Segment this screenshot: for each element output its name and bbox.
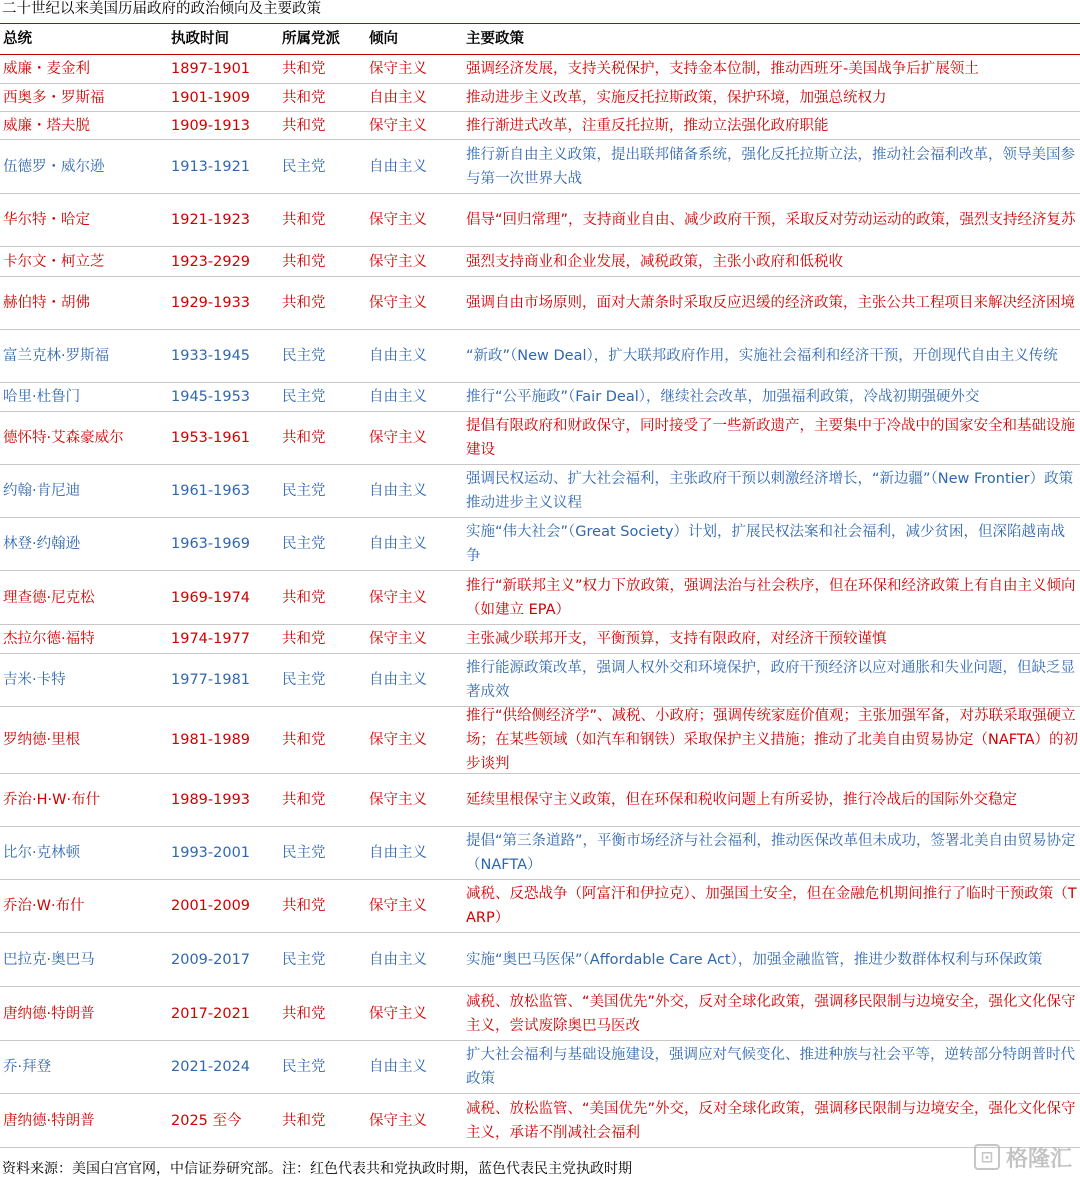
term-cell-text: 1901-1909 bbox=[171, 89, 251, 106]
party-cell-text: 共和党 bbox=[282, 631, 326, 647]
party-cell bbox=[279, 84, 366, 111]
term-cell bbox=[168, 880, 279, 932]
president-cell-text: 唐纳德·特朗普 bbox=[3, 1005, 95, 1022]
party-cell bbox=[279, 933, 366, 986]
policy-cell-text: 减税、反恐战争（阿富汗和伊拉克）、加强国土安全，但在金融危机期间推行了临时干预政策（TARP） bbox=[466, 886, 1077, 926]
policy-cell-text: 倡导“回归常理”，支持商业自由、减少政府干预，采取反对劳动运动的政策，强烈支持经济复苏 bbox=[466, 212, 1076, 228]
policy-cell bbox=[463, 827, 1080, 879]
leaning-cell bbox=[366, 518, 463, 570]
leaning-cell-text: 保守主义 bbox=[369, 1005, 427, 1022]
leaning-cell-text: 保守主义 bbox=[369, 295, 427, 311]
term-cell-text: 1929-1933 bbox=[171, 295, 251, 311]
leaning-cell bbox=[366, 383, 463, 411]
leaning-cell-text: 保守主义 bbox=[369, 792, 427, 808]
term-cell-text: 1923-2929 bbox=[171, 253, 251, 270]
policy-cell-text: 推行“新联邦主义”权力下放政策，强调法治与社会秩序，但在环保和经济政策上有自由主义倾向（如建立 EPA） bbox=[466, 577, 1076, 618]
policy-cell-text: 强调自由市场原则，面对大萧条时采取反应迟缓的经济政策，主张公共工程项目来解决经济困境 bbox=[466, 295, 1075, 311]
president-cell-text: 约翰·肯尼迪 bbox=[3, 483, 81, 499]
table-row bbox=[0, 330, 1080, 383]
party-cell-text: 民主党 bbox=[282, 845, 326, 861]
table-row bbox=[0, 774, 1080, 827]
leaning-cell-text: 保守主义 bbox=[369, 1112, 427, 1129]
president-cell-text: 罗纳德·里根 bbox=[3, 732, 81, 748]
policy-cell-text: 推行“公平施政”（Fair Deal），继续社会改革，加强福利政策，冷战初期强硬外交 bbox=[466, 389, 980, 405]
party-cell-text: 共和党 bbox=[282, 1005, 326, 1022]
president-cell bbox=[0, 247, 168, 276]
table-row bbox=[0, 933, 1080, 987]
leaning-cell-text: 保守主义 bbox=[369, 589, 427, 606]
leaning-cell-text: 保守主义 bbox=[369, 253, 427, 270]
policy-cell bbox=[463, 707, 1080, 773]
policy-cell bbox=[463, 412, 1080, 464]
term-cell bbox=[168, 933, 279, 986]
president-cell-text: 巴拉克·奥巴马 bbox=[3, 951, 95, 968]
header-term: 执政时间 bbox=[171, 31, 229, 47]
president-cell bbox=[0, 412, 168, 464]
term-cell-text: 1977-1981 bbox=[171, 672, 251, 688]
party-cell bbox=[279, 827, 366, 879]
leaning-cell-text: 保守主义 bbox=[369, 61, 427, 77]
policy-cell bbox=[463, 55, 1080, 83]
policy-cell-text: 推行新自由主义政策，提出联邦储备系统，强化反托拉斯立法，推动社会福利改革，领导美国参与第一次世界大战 bbox=[466, 146, 1075, 187]
watermark-logo-icon: ⊡ bbox=[974, 1144, 1000, 1170]
policy-cell-text: 提倡“第三条道路”，平衡市场经济与社会福利，推动医保改革但未成功，签署北美自由贸易协定（NAFTA） bbox=[466, 833, 1076, 873]
table-row bbox=[0, 1041, 1080, 1094]
leaning-cell bbox=[366, 194, 463, 246]
president-cell-text: 华尔特・哈定 bbox=[3, 212, 90, 228]
term-cell bbox=[168, 1041, 279, 1093]
policy-cell-text: 实施“伟大社会”（Great Society）计划，扩展民权法案和社会福利，减少贫困，但深陷越南战争 bbox=[466, 524, 1066, 564]
leaning-cell-text: 保守主义 bbox=[369, 117, 427, 134]
leaning-cell bbox=[366, 880, 463, 932]
term-cell-text: 1921-1923 bbox=[171, 212, 251, 228]
leaning-cell bbox=[366, 987, 463, 1040]
leaning-cell bbox=[366, 84, 463, 111]
table-row bbox=[0, 827, 1080, 880]
leaning-cell-text: 保守主义 bbox=[369, 212, 427, 228]
leaning-cell bbox=[366, 571, 463, 624]
president-cell bbox=[0, 140, 168, 193]
president-cell bbox=[0, 625, 168, 653]
president-cell-text: 哈里·杜鲁门 bbox=[3, 389, 81, 405]
party-cell-text: 共和党 bbox=[282, 589, 326, 606]
president-cell-text: 赫伯特・胡佛 bbox=[3, 295, 90, 311]
term-cell bbox=[168, 1094, 279, 1147]
leaning-cell bbox=[366, 112, 463, 139]
term-cell-text: 1961-1963 bbox=[171, 483, 251, 499]
table-row bbox=[0, 707, 1080, 774]
table-row bbox=[0, 412, 1080, 465]
leaning-cell-text: 保守主义 bbox=[369, 898, 427, 914]
policy-cell bbox=[463, 933, 1080, 986]
policy-cell bbox=[463, 518, 1080, 570]
term-cell-text: 1963-1969 bbox=[171, 536, 251, 552]
policy-cell bbox=[463, 465, 1080, 517]
term-cell-text: 2025 至今 bbox=[171, 1112, 242, 1129]
table-row bbox=[0, 194, 1080, 247]
policy-cell bbox=[463, 654, 1080, 706]
policy-cell-text: 强调民权运动、扩大社会福利，主张政府干预以刺激经济增长，“新边疆”（New Frontier）政策推动进步主义议程 bbox=[466, 471, 1074, 511]
policy-cell bbox=[463, 84, 1080, 111]
president-cell bbox=[0, 1041, 168, 1093]
leaning-cell-text: 自由主义 bbox=[369, 348, 427, 364]
party-cell-text: 民主党 bbox=[282, 951, 326, 968]
party-cell-text: 共和党 bbox=[282, 295, 326, 311]
president-cell-text: 林登·约翰逊 bbox=[3, 536, 81, 552]
party-cell bbox=[279, 55, 366, 83]
leaning-cell-text: 自由主义 bbox=[369, 483, 427, 499]
policy-cell bbox=[463, 625, 1080, 653]
header-party: 所属党派 bbox=[282, 31, 340, 47]
table-row bbox=[0, 465, 1080, 518]
leaning-cell-text: 自由主义 bbox=[369, 158, 427, 175]
leaning-cell-text: 保守主义 bbox=[369, 430, 427, 446]
policy-cell bbox=[463, 880, 1080, 932]
party-cell-text: 民主党 bbox=[282, 536, 326, 552]
president-cell-text: 杰拉尔德·福特 bbox=[3, 631, 95, 647]
party-cell bbox=[279, 277, 366, 329]
president-cell bbox=[0, 774, 168, 826]
policy-cell-text: 推动进步主义改革，实施反托拉斯政策，保护环境，加强总统权力 bbox=[466, 89, 887, 106]
party-cell-text: 共和党 bbox=[282, 89, 326, 106]
president-cell-text: 卡尔文・柯立芝 bbox=[3, 253, 105, 270]
term-cell-text: 2017-2021 bbox=[171, 1005, 251, 1022]
policy-cell-text: 提倡有限政府和财政保守，同时接受了一些新政遗产，主要集中于冷战中的国家安全和基础设施建设 bbox=[466, 418, 1075, 458]
leaning-cell bbox=[366, 55, 463, 83]
party-cell-text: 共和党 bbox=[282, 898, 326, 914]
term-cell bbox=[168, 247, 279, 276]
header-leaning: 倾向 bbox=[369, 31, 398, 47]
president-cell bbox=[0, 933, 168, 986]
leaning-cell-text: 自由主义 bbox=[369, 389, 427, 405]
party-cell-text: 共和党 bbox=[282, 792, 326, 808]
policy-cell-text: 减税、放松监管、“美国优先”外交，反对全球化政策，强调移民限制与边境安全，强化文化保守主义，尝试废除奥巴马医改 bbox=[466, 993, 1076, 1034]
president-cell bbox=[0, 707, 168, 773]
term-cell bbox=[168, 383, 279, 411]
term-cell-text: 2009-2017 bbox=[171, 951, 251, 968]
term-cell bbox=[168, 55, 279, 83]
president-cell-text: 乔治·W·布什 bbox=[3, 898, 85, 914]
party-cell bbox=[279, 1041, 366, 1093]
leaning-cell bbox=[366, 827, 463, 879]
party-cell bbox=[279, 112, 366, 139]
term-cell bbox=[168, 412, 279, 464]
policy-cell bbox=[463, 383, 1080, 411]
party-cell bbox=[279, 412, 366, 464]
president-cell bbox=[0, 827, 168, 879]
party-cell-text: 共和党 bbox=[282, 117, 326, 134]
president-cell bbox=[0, 194, 168, 246]
president-cell bbox=[0, 383, 168, 411]
table-header-row bbox=[0, 24, 1080, 55]
party-cell-text: 共和党 bbox=[282, 430, 326, 446]
term-cell bbox=[168, 465, 279, 517]
policy-cell-text: “新政”（New Deal），扩大联邦政府作用，实施社会福利和经济干预，开创现代自由主义传统 bbox=[466, 348, 1058, 364]
party-cell bbox=[279, 625, 366, 653]
term-cell-text: 1933-1945 bbox=[171, 348, 251, 364]
term-cell-text: 2001-2009 bbox=[171, 898, 251, 914]
source-note: 资料来源：美国白宫官网，中信证券研究部。注：红色代表共和党执政时期，蓝色代表民主党执政时期 bbox=[2, 1161, 632, 1177]
policy-cell-text: 推行渐进式改革，注重反托拉斯，推动立法强化政府职能 bbox=[466, 117, 829, 134]
president-cell-text: 唐纳德·特朗普 bbox=[3, 1112, 95, 1129]
party-cell bbox=[279, 140, 366, 193]
policy-cell-text: 实施“奥巴马医保”（Affordable Care Act），加强金融监管，推进少数群体权利与环保政策 bbox=[466, 951, 1043, 968]
president-cell bbox=[0, 277, 168, 329]
party-cell bbox=[279, 194, 366, 246]
party-cell bbox=[279, 1094, 366, 1147]
table-row bbox=[0, 140, 1080, 194]
term-cell bbox=[168, 194, 279, 246]
policy-cell bbox=[463, 277, 1080, 329]
leaning-cell-text: 自由主义 bbox=[369, 1059, 427, 1075]
watermark-text: 格隆汇 bbox=[1005, 1146, 1072, 1172]
party-cell-text: 共和党 bbox=[282, 61, 326, 77]
president-cell-text: 乔治·H·W·布什 bbox=[3, 792, 101, 808]
leaning-cell-text: 自由主义 bbox=[369, 536, 427, 552]
party-cell bbox=[279, 774, 366, 826]
term-cell bbox=[168, 987, 279, 1040]
leaning-cell bbox=[366, 1094, 463, 1147]
party-cell bbox=[279, 654, 366, 706]
policy-cell bbox=[463, 112, 1080, 139]
leaning-cell bbox=[366, 140, 463, 193]
party-cell-text: 民主党 bbox=[282, 389, 326, 405]
leaning-cell bbox=[366, 277, 463, 329]
party-cell bbox=[279, 707, 366, 773]
policy-cell bbox=[463, 774, 1080, 826]
party-cell-text: 共和党 bbox=[282, 253, 326, 270]
leaning-cell bbox=[366, 774, 463, 826]
party-cell bbox=[279, 987, 366, 1040]
term-cell bbox=[168, 518, 279, 570]
leaning-cell-text: 自由主义 bbox=[369, 89, 427, 106]
party-cell bbox=[279, 518, 366, 570]
table-row bbox=[0, 112, 1080, 140]
president-cell-text: 威廉・塔夫脱 bbox=[3, 117, 90, 134]
president-cell-text: 富兰克林·罗斯福 bbox=[3, 348, 110, 364]
table-row bbox=[0, 84, 1080, 112]
table-row bbox=[0, 880, 1080, 933]
president-cell bbox=[0, 654, 168, 706]
president-cell bbox=[0, 880, 168, 932]
president-cell bbox=[0, 1094, 168, 1147]
policy-cell-text: 减税、放松监管、“美国优先”外交，反对全球化政策，强调移民限制与边境安全，强化文化保守主义，承诺不削减社会福利 bbox=[466, 1100, 1076, 1141]
party-cell bbox=[279, 571, 366, 624]
president-cell bbox=[0, 112, 168, 139]
president-cell-text: 比尔·克林顿 bbox=[3, 845, 81, 861]
table-row bbox=[0, 55, 1080, 84]
party-cell bbox=[279, 330, 366, 382]
term-cell-text: 1993-2001 bbox=[171, 845, 251, 861]
term-cell bbox=[168, 140, 279, 193]
leaning-cell bbox=[366, 330, 463, 382]
president-cell bbox=[0, 518, 168, 570]
term-cell bbox=[168, 330, 279, 382]
policy-cell bbox=[463, 247, 1080, 276]
presidents-table bbox=[0, 23, 1080, 1148]
table-row bbox=[0, 571, 1080, 625]
leaning-cell bbox=[366, 1041, 463, 1093]
party-cell bbox=[279, 465, 366, 517]
party-cell bbox=[279, 247, 366, 276]
term-cell-text: 1945-1953 bbox=[171, 389, 251, 405]
president-cell-text: 乔·拜登 bbox=[3, 1059, 52, 1075]
leaning-cell bbox=[366, 654, 463, 706]
table-row bbox=[0, 247, 1080, 277]
watermark bbox=[974, 1140, 1072, 1174]
president-cell-text: 西奥多・罗斯福 bbox=[3, 89, 105, 106]
term-cell bbox=[168, 571, 279, 624]
policy-cell-text: 强调经济发展，支持关税保护，支持金本位制，推动西班牙-美国战争后扩展领土 bbox=[466, 61, 979, 77]
term-cell bbox=[168, 654, 279, 706]
policy-cell bbox=[463, 194, 1080, 246]
term-cell-text: 1897-1901 bbox=[171, 61, 251, 77]
term-cell-text: 1969-1974 bbox=[171, 589, 251, 606]
leaning-cell-text: 自由主义 bbox=[369, 951, 427, 968]
term-cell-text: 1981-1989 bbox=[171, 732, 251, 748]
table-row bbox=[0, 383, 1080, 412]
party-cell-text: 民主党 bbox=[282, 483, 326, 499]
president-cell-text: 德怀特·艾森豪威尔 bbox=[3, 430, 124, 446]
table-title: 二十世纪以来美国历届政府的政治倾向及主要政策 bbox=[2, 1, 321, 17]
term-cell bbox=[168, 84, 279, 111]
policy-cell-text: 推行能源政策改革，强调人权外交和环境保护，政府干预经济以应对通胀和失业问题，但缺乏显著成效 bbox=[466, 660, 1075, 700]
term-cell-text: 1974-1977 bbox=[171, 631, 251, 647]
leaning-cell bbox=[366, 247, 463, 276]
policy-cell bbox=[463, 987, 1080, 1040]
term-cell bbox=[168, 707, 279, 773]
president-cell bbox=[0, 84, 168, 111]
policy-cell bbox=[463, 140, 1080, 193]
table-row bbox=[0, 277, 1080, 330]
leaning-cell-text: 自由主义 bbox=[369, 672, 427, 688]
term-cell bbox=[168, 112, 279, 139]
term-cell bbox=[168, 625, 279, 653]
president-cell bbox=[0, 330, 168, 382]
president-cell-text: 伍德罗・威尔逊 bbox=[3, 158, 105, 175]
president-cell-text: 吉米·卡特 bbox=[3, 672, 66, 688]
president-cell bbox=[0, 55, 168, 83]
party-cell-text: 民主党 bbox=[282, 1059, 326, 1075]
term-cell-text: 1913-1921 bbox=[171, 158, 251, 175]
party-cell-text: 共和党 bbox=[282, 732, 326, 748]
table-row bbox=[0, 1094, 1080, 1148]
leaning-cell-text: 自由主义 bbox=[369, 845, 427, 861]
table-row bbox=[0, 654, 1080, 707]
term-cell-text: 2021-2024 bbox=[171, 1059, 251, 1075]
leaning-cell bbox=[366, 707, 463, 773]
president-cell bbox=[0, 987, 168, 1040]
term-cell bbox=[168, 277, 279, 329]
leaning-cell bbox=[366, 933, 463, 986]
term-cell bbox=[168, 827, 279, 879]
table-row bbox=[0, 625, 1080, 654]
president-cell-text: 威廉・麦金利 bbox=[3, 61, 90, 77]
header-policy: 主要政策 bbox=[466, 31, 524, 47]
leaning-cell bbox=[366, 412, 463, 464]
term-cell-text: 1953-1961 bbox=[171, 430, 251, 446]
party-cell-text: 共和党 bbox=[282, 1112, 326, 1129]
policy-cell bbox=[463, 330, 1080, 382]
table-row bbox=[0, 518, 1080, 571]
party-cell-text: 共和党 bbox=[282, 212, 326, 228]
policy-cell bbox=[463, 571, 1080, 624]
table-row bbox=[0, 987, 1080, 1041]
leaning-cell-text: 保守主义 bbox=[369, 631, 427, 647]
policy-cell-text: 主张减少联邦开支，平衡预算，支持有限政府，对经济干预较谨慎 bbox=[466, 631, 887, 647]
leaning-cell bbox=[366, 625, 463, 653]
party-cell bbox=[279, 880, 366, 932]
header-president: 总统 bbox=[3, 31, 32, 47]
policy-cell bbox=[463, 1041, 1080, 1093]
president-cell-text: 理查德·尼克松 bbox=[3, 589, 95, 606]
party-cell-text: 民主党 bbox=[282, 348, 326, 364]
policy-cell-text: 延续里根保守主义政策，但在环保和税收问题上有所妥协，推行冷战后的国际外交稳定 bbox=[466, 792, 1017, 808]
policy-cell-text: 强烈支持商业和企业发展，减税政策，主张小政府和低税收 bbox=[466, 253, 843, 270]
party-cell bbox=[279, 383, 366, 411]
policy-cell-text: 推行“供给侧经济学”、减税、小政府；强调传统家庭价值观；主张加强军备，对苏联采取强硬立场；在某些领域（如汽车和钢铁）采取保护主义措施；推动了北美自由贸易协定（NAFTA）的初步谈判 bbox=[466, 708, 1078, 772]
president-cell bbox=[0, 465, 168, 517]
president-cell bbox=[0, 571, 168, 624]
party-cell-text: 民主党 bbox=[282, 158, 326, 175]
leaning-cell bbox=[366, 465, 463, 517]
term-cell-text: 1989-1993 bbox=[171, 792, 251, 808]
leaning-cell-text: 保守主义 bbox=[369, 732, 427, 748]
term-cell bbox=[168, 774, 279, 826]
party-cell-text: 民主党 bbox=[282, 672, 326, 688]
policy-cell-text: 扩大社会福利与基础设施建设，强调应对气候变化、推进种族与社会平等，逆转部分特朗普时代政策 bbox=[466, 1047, 1075, 1087]
term-cell-text: 1909-1913 bbox=[171, 117, 251, 134]
